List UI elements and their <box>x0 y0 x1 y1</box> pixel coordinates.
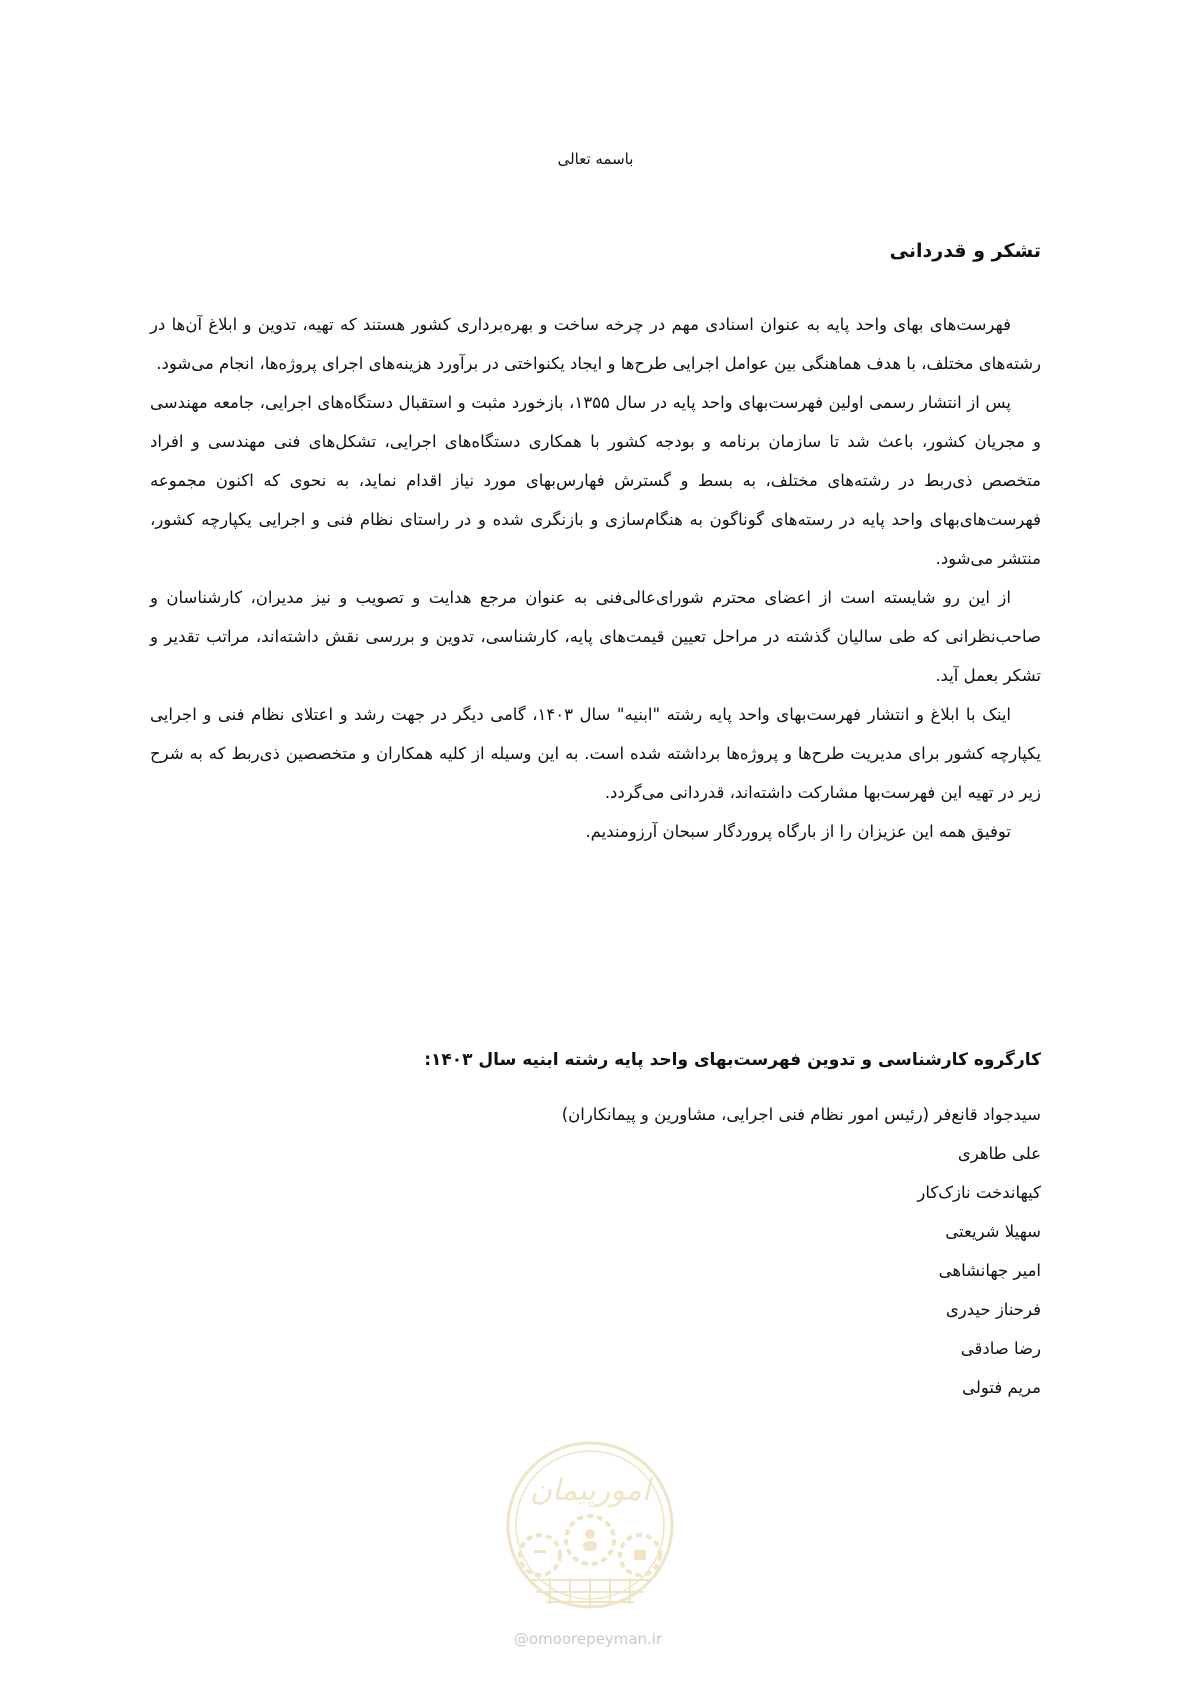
page-title: تشکر و قدردانی <box>889 240 1041 262</box>
person-icon <box>585 1529 595 1539</box>
team-title: کارگروه کارشناسی و تدوین فهرست‌بهای واحد پایه رشته ابنیه سال ۱۴۰۳: <box>424 1050 1041 1070</box>
gear-icon <box>566 1516 614 1564</box>
team-member: کیهاندخت نازک‌کار <box>917 1183 1041 1202</box>
gear-icon <box>520 1535 560 1575</box>
logo-script-text: امورپیمان <box>529 1473 651 1508</box>
team-member: سهیلا شریعتی <box>945 1222 1041 1241</box>
paragraph: فهرست‌های بهای واحد پایه به عنوان اسنادی مهم در چرخه ساخت و بهره‌برداری کشور هستند که تهیه، تدوین و ابلاغ آن‌ها در رشته‌های مختلف، با هدف هماهنگی بین عوامل اجرایی طرح‌ها و ایجاد یکنواختی در برآورد هزینه‌های اجرای پروژه‌ها، انجام می‌شود. <box>150 315 1041 373</box>
acknowledgement-body <box>150 305 1041 851</box>
person-icon-body <box>583 1541 597 1551</box>
team-member: امیر جهانشاهی <box>938 1261 1041 1280</box>
team-member: مریم فتولی <box>962 1378 1041 1397</box>
house-icon <box>634 1550 646 1560</box>
paragraph: از این رو شایسته است از اعضای محترم شورای‌عالی‌فنی به عنوان مرجع هدایت و تصویب و نیز مدیران، کارشناسان و صاحب‌نظرانی که طی سالیان گذشته در مراحل تعیین قیمت‌های پایه، کارشناسی، تدوین و بررسی نقش داشته‌اند، مراتب تقدیر و تشکر بعمل آید. <box>150 588 1041 685</box>
invocation-line: باسمه تعالی <box>557 150 634 168</box>
paragraph: اینک با ابلاغ و انتشار فهرست‌بهای واحد پایه رشته "ابنیه" سال ۱۴۰۳، گامی دیگر در جهت رشد و اعتلای نظام فنی و اجرایی یکپارچه کشور برای مدیریت طرح‌ها و پروژه‌ها برداشته شده است. به این وسیله از کلیه همکاران و متخصصین ذی‌ربط که به شرح زیر در تهیه این فهرست‌بها مشارکت داشته‌اند، قدردانی می‌گردد. <box>150 705 1041 802</box>
watermark-logo <box>500 1430 680 1630</box>
closing-paragraph: توفیق همه این عزیزان را از بارگاه پروردگار سبحان آرزومندیم. <box>585 822 1011 841</box>
team-member: فرحناز حیدری <box>945 1300 1041 1319</box>
team-member: علی طاهری <box>957 1144 1041 1163</box>
watermark-url: @omoorepeyman.ir <box>513 1630 663 1648</box>
team-member-list <box>562 1095 1041 1407</box>
scale-icon <box>534 1550 546 1553</box>
paragraph: پس از انتشار رسمی اولین فهرست‌بهای واحد پایه در سال ۱۳۵۵، بازخورد مثبت و استقبال دستگاه‌های اجرایی، جامعه مهندسی و مجریان کشور، باعث شد تا سازمان برنامه و بودجه کشور با همکاری دستگاه‌های اجرایی، تشکل‌های فنی مهندسی و افراد متخصص ذی‌ربط در رشته‌های مختلف، به بسط و گسترش فهارس‌بهای مورد نیاز اقدام نماید، به نحوی که اکنون مجموعه فهرست‌های‌بهای واحد پایه در رسته‌های گوناگون به هنگام‌سازی و بازنگری شده و در راستای نظام فنی و اجرایی یکپارچه کشور، منتشر می‌شود. <box>150 393 1041 568</box>
team-member: رضا صادقی <box>960 1339 1041 1358</box>
team-member: سیدجواد قانع‌فر (رئیس امور نظام فنی اجرایی، مشاورین و پیمانکاران) <box>561 1105 1041 1124</box>
